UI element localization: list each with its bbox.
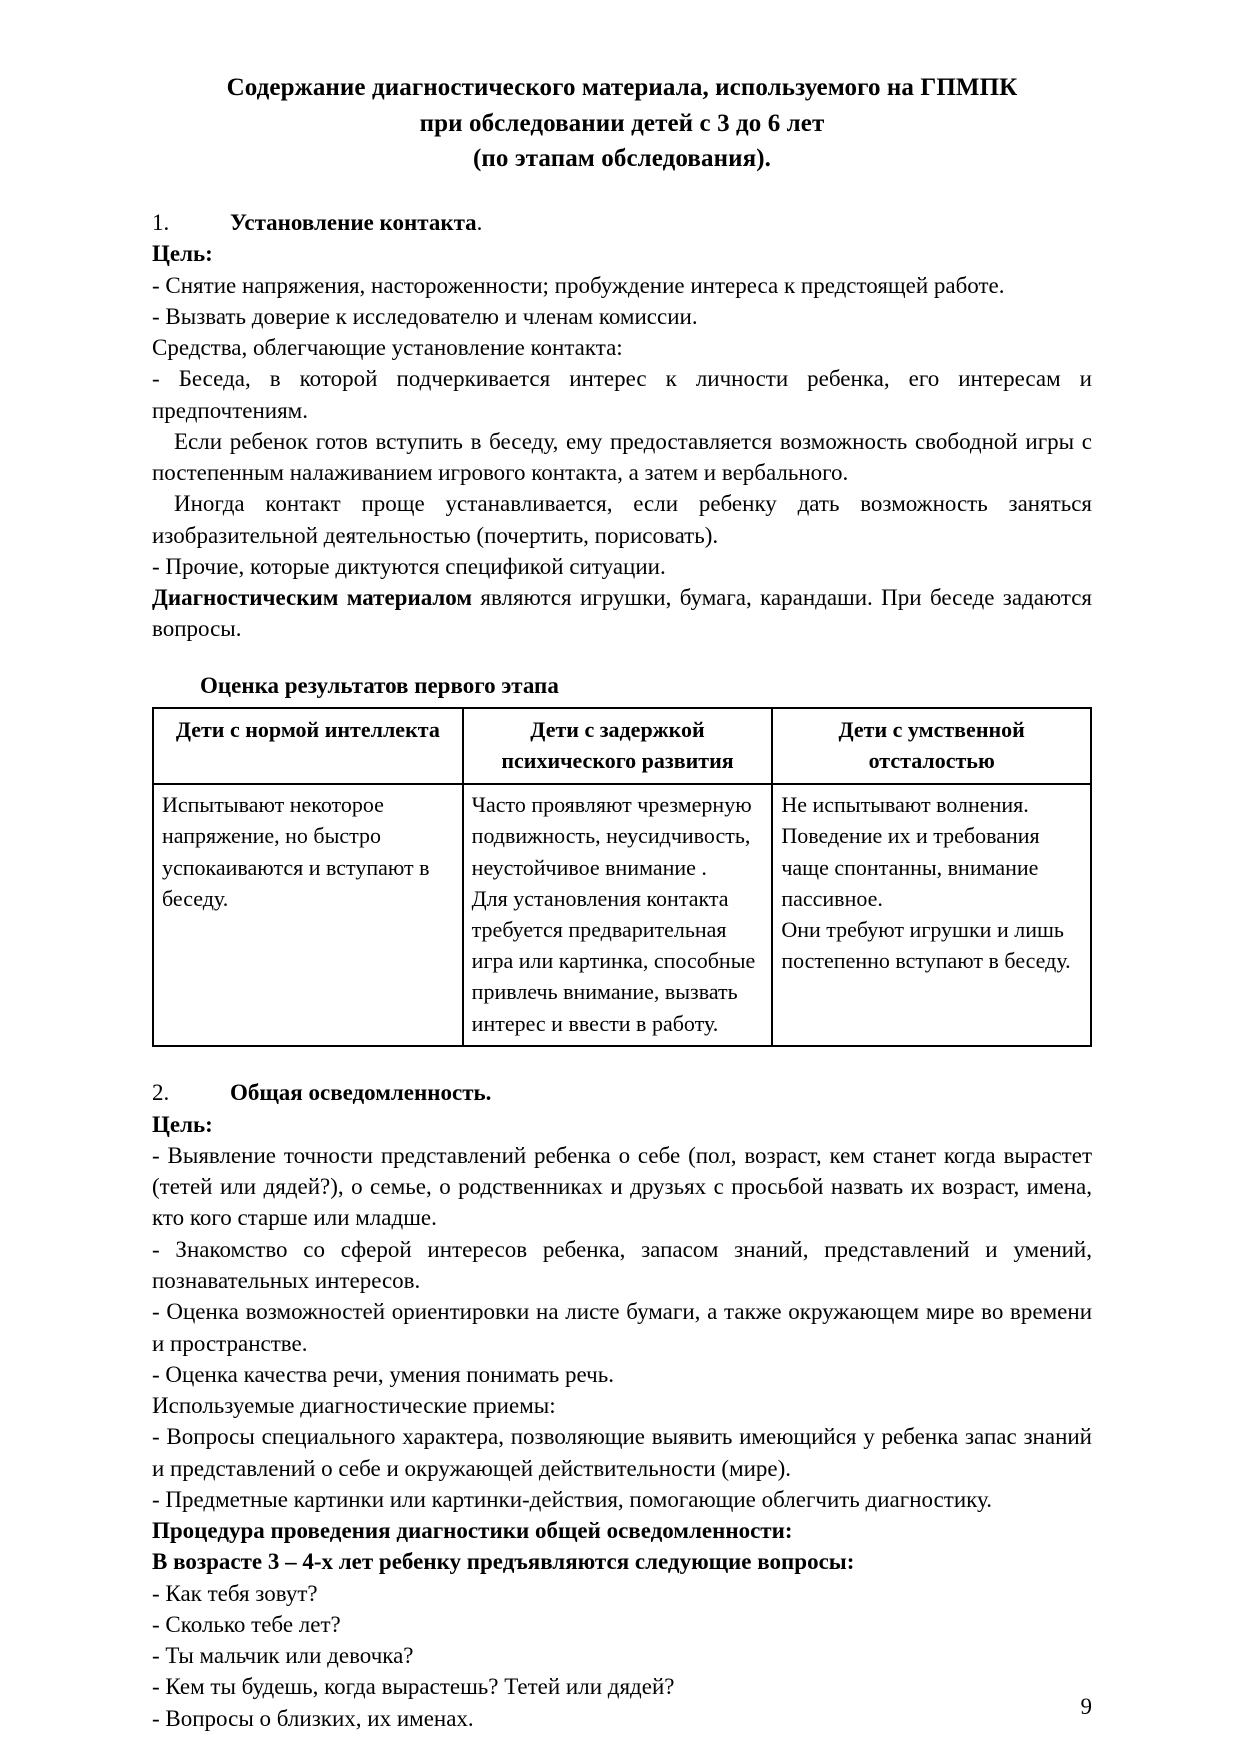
table-cell-retardation-p1: Не испытывают волнения. Поведение их и требования чаще спонтанны, внимание пассивное. (781, 792, 1040, 911)
table-cell-retardation-p2: Они требуют игрушки и лишь постепенно вступают в беседу. (781, 916, 1071, 974)
question-list (152, 1578, 1092, 1734)
page-number: 9 (1080, 1694, 1092, 1719)
section-1-title: Установление контакта (230, 209, 477, 235)
table-caption: Оценка результатов первого этапа (200, 672, 559, 698)
title-line-2: при обследовании детей с 3 до 6 лет (419, 109, 825, 137)
section-2-line-5: Используемые диагностические приемы: (152, 1393, 556, 1419)
table-header-cell-1: Дети с нормой интеллекта (153, 708, 463, 784)
section-2-age-label: В возрасте 3 – 4-х лет ребенку предъявляются следующие вопросы: (152, 1549, 855, 1575)
section-2-line-6: - Вопросы специального характера, позволяющие выявить имеющийся у ребенка запас знаний и представлений о себе и окружающей действительности (мире). (152, 1424, 1092, 1481)
section-2-goal-label: Цель: (152, 1111, 213, 1137)
table-cell-delay-p1: Часто проявляют чрезмерную подвижность, неусидчивость, неустойчивое внимание . (471, 792, 752, 880)
section-2-title: Общая осведомленность. (230, 1079, 492, 1105)
section-1-material-paragraph (152, 582, 1092, 645)
question-item: - Сколько тебе лет? (152, 1611, 341, 1637)
table-cell-delay-p2: Для установления контакта требуется предварительная игра или картинка, способные привлечь внимание, вызвать интерес и ввести в работу. (471, 885, 756, 1036)
table-cell-retardation (772, 784, 1091, 1046)
section-2-heading (152, 1077, 1092, 1109)
section-1-line-2: - Вызвать доверие к исследователю и членам комиссии. (152, 303, 698, 329)
section-1-line-3: Средства, облегчающие установление контакта: (152, 335, 623, 361)
section-2-line-7: - Предметные картинки или картинки-действия, помогающие облегчить диагностику. (152, 1486, 992, 1512)
section-2-line-2: - Знакомство со сферой интересов ребенка, запасом знаний, представлений и умений, познавательных интересов. (152, 1236, 1092, 1293)
material-text: являются игрушки, бумага, карандаши. При беседе задаются вопросы. (152, 585, 1092, 642)
question-item: - Кем ты будешь, когда вырастешь? Тетей или дядей? (152, 1674, 675, 1700)
table-cell-delay (463, 784, 773, 1046)
question-item: - Ты мальчик или девочка? (152, 1643, 414, 1669)
table-row (153, 784, 1091, 1046)
section-2-line-3: - Оценка возможностей ориентировки на листе бумаги, а также окружающем мире во времени и пространстве. (152, 1299, 1092, 1356)
section-2-procedure-label: Процедура проведения диагностики общей осведомленности: (152, 1518, 793, 1544)
table-header-row (153, 708, 1091, 784)
question-item: - Как тебя зовут? (152, 1580, 318, 1606)
table-header-cell-3: Дети с умственной отсталостью (772, 708, 1091, 784)
page-title (152, 70, 1092, 177)
results-table (152, 707, 1092, 1047)
table-header-cell-2: Дети с задержкой психического развития (463, 708, 773, 784)
section-1-goal-label: Цель: (152, 241, 213, 267)
section-1-number: 1. (152, 209, 170, 235)
section-1-title-period: . (476, 209, 483, 235)
section-1-line-6: Иногда контакт проще устанавливается, если ребенку дать возможность заняться изобразительной деятельностью (почертить, порисовать). (152, 491, 1092, 548)
section-1-line-5: Если ребенок готов вступить в беседу, ему предоставляется возможность свободной игры с постепенным налаживанием игрового контакта, а затем и вербального. (152, 428, 1092, 486)
title-line-3: (по этапам обследования). (472, 145, 772, 172)
section-2-line-4: - Оценка качества речи, умения понимать речь. (152, 1361, 614, 1387)
section-1-line-4: - Беседа, в которой подчеркивается интерес к личности ребенка, его интересам и предпочтениям. (152, 366, 1092, 423)
section-1-line-1: - Снятие напряжения, настороженности; пробуждение интереса к предстоящей работе. (152, 272, 1005, 298)
table-cell-norm (153, 784, 463, 1046)
section-1-line-7: - Прочие, которые диктуются спецификой ситуации. (152, 553, 666, 579)
question-item: - Вопросы о близких, их именах. (152, 1705, 474, 1731)
section-1-heading (152, 207, 1092, 239)
material-label: Диагностическим материалом (152, 585, 473, 611)
table-cell-norm-p1: Испытывают некоторое напряжение, но быстро успокаиваются и вступают в беседу. (162, 792, 430, 911)
section-2-line-1: - Выявление точности представлений ребенка о себе (пол, возраст, кем станет когда вырастет (тетей или дядей?), о семье, о родственниках и друзьях с просьбой назвать их возраст, имена, кто кого старше или младше. (152, 1142, 1092, 1231)
title-line-1: Содержание диагностического материала, используемого на ГПМПК (226, 74, 1018, 101)
section-2-number: 2. (152, 1079, 170, 1105)
